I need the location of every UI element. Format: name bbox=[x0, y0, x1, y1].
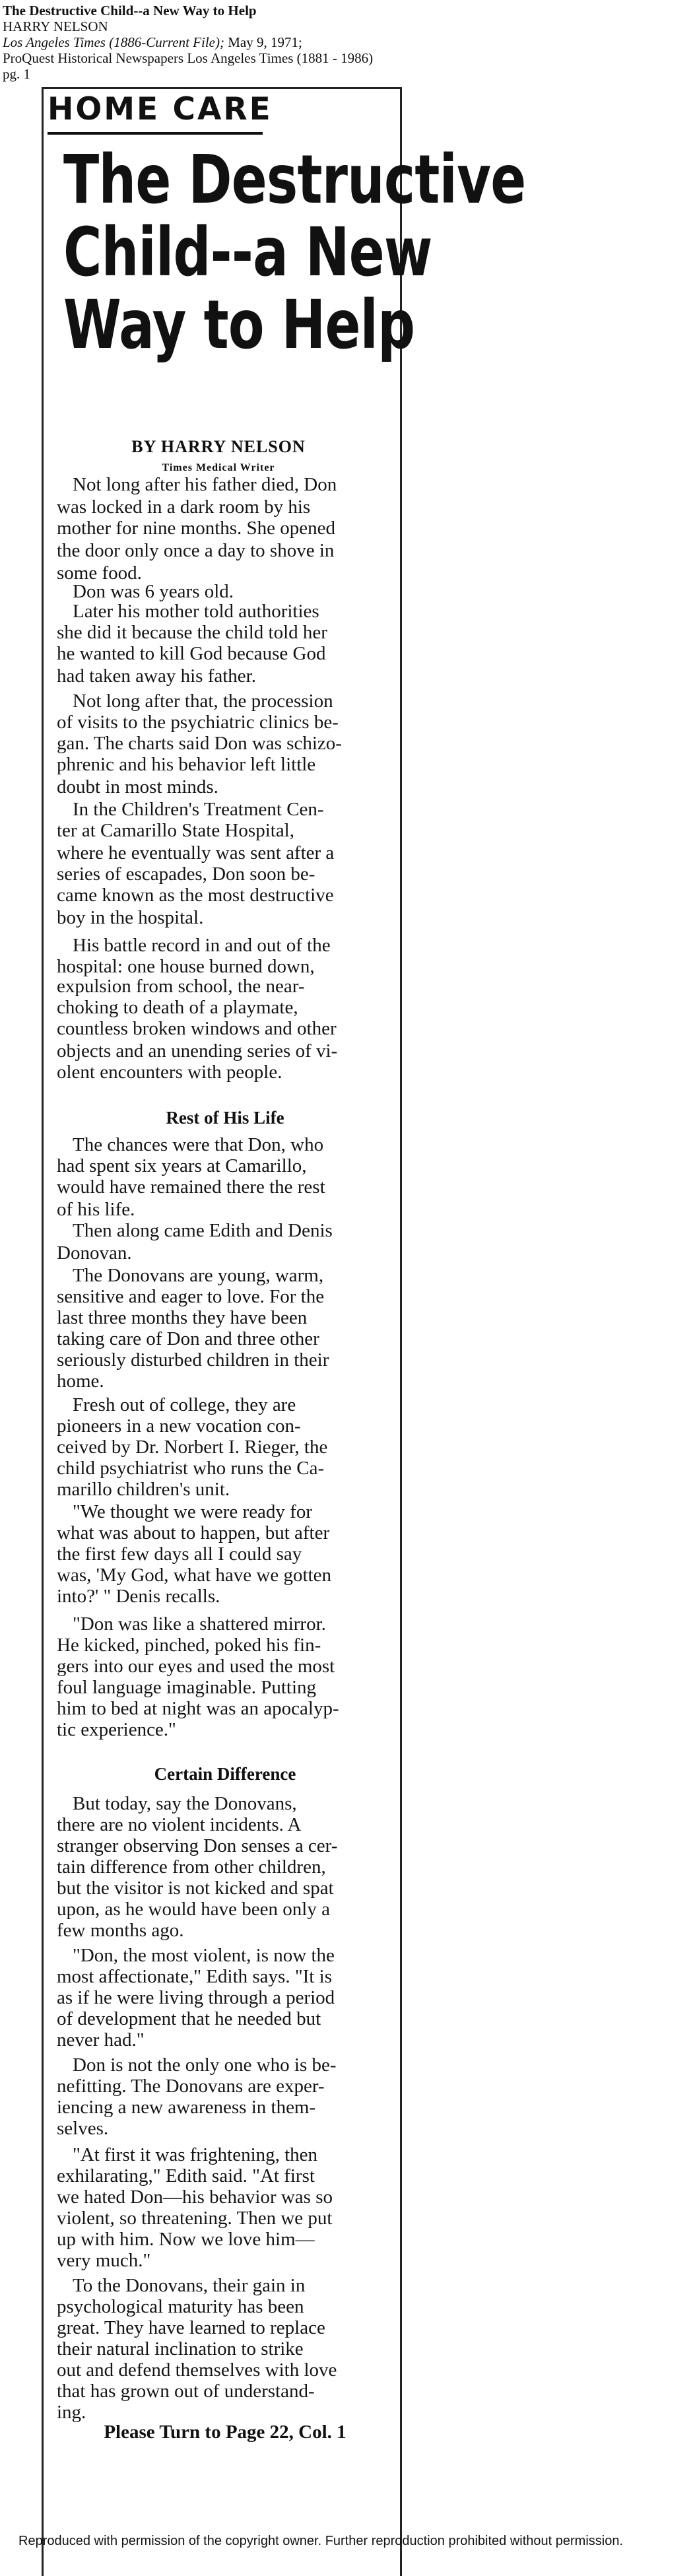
article-line: But today, say the Donovans, bbox=[73, 1793, 297, 1814]
article-line: there are no violent incidents. A bbox=[57, 1814, 302, 1835]
article-line: seriously disturbed children in their bbox=[57, 1349, 329, 1371]
section-label: HOME CARE bbox=[48, 91, 273, 127]
article-line: few months ago. bbox=[57, 1920, 184, 1941]
article-line: olent encounters with people. bbox=[57, 1062, 282, 1083]
article-line: expulsion from school, the near- bbox=[57, 976, 305, 997]
article-line: of development that he needed but bbox=[57, 2008, 321, 2029]
article-line: His battle record in and out of the bbox=[73, 935, 331, 956]
article-line: would have remained there the rest bbox=[57, 1176, 325, 1198]
article-line: never had." bbox=[57, 2029, 145, 2051]
article-line: objects and an unending series of vi- bbox=[57, 1040, 338, 1062]
article-line: home. bbox=[57, 1371, 104, 1392]
article-line: Donovan. bbox=[57, 1242, 132, 1264]
citation-author: HARRY NELSON bbox=[3, 18, 108, 34]
article-line: was locked in a dark room by his bbox=[57, 496, 311, 518]
article-line: "Don, the most violent, is now the bbox=[73, 1945, 335, 1966]
article-line: boy in the hospital. bbox=[57, 907, 204, 928]
article-line: what was about to happen, but after bbox=[57, 1522, 330, 1543]
article-line: To the Donovans, their gain in bbox=[73, 2275, 306, 2296]
article-line: marillo children's unit. bbox=[57, 1479, 230, 1500]
article-line: tic experience." bbox=[57, 1719, 176, 1740]
headline bbox=[63, 141, 526, 364]
article-line: but the visitor is not kicked and spat bbox=[57, 1878, 334, 1899]
article-line: some food. bbox=[57, 562, 142, 584]
article-line: iencing a new awareness in them- bbox=[57, 2097, 316, 2118]
article-line: we hated Don—his behavior was so bbox=[57, 2186, 333, 2208]
article-line: child psychiatrist who runs the Ca- bbox=[57, 1458, 325, 1479]
article-line: pioneers in a new vocation con- bbox=[57, 1415, 301, 1437]
article-line: gers into our eyes and used the most bbox=[57, 1656, 335, 1677]
article-line: tain difference from other children, bbox=[57, 1856, 326, 1878]
article-line: out and defend themselves with love bbox=[57, 2359, 337, 2381]
subheading: Certain Difference bbox=[154, 1764, 296, 1784]
article-line: series of escapades, Don soon be- bbox=[57, 864, 315, 885]
article-line: nefitting. The Donovans are exper- bbox=[57, 2076, 325, 2097]
byline-credit: Times Medical Writer bbox=[162, 462, 275, 473]
headline-line: The Destructive bbox=[63, 141, 526, 219]
article-line: countless broken windows and other bbox=[57, 1018, 337, 1039]
article-line: was, 'My God, what have we gotten bbox=[57, 1565, 331, 1586]
article-line: of his life. bbox=[57, 1199, 135, 1220]
byline: BY HARRY NELSON bbox=[131, 437, 306, 456]
article-line: as if he were living through a period bbox=[57, 1987, 335, 2008]
headline-line: Way to Help bbox=[63, 286, 415, 364]
article-line: The Donovans are young, warm, bbox=[73, 1265, 324, 1286]
article-line: "We thought we were ready for bbox=[73, 1501, 312, 1522]
article-line: great. They have learned to replace bbox=[57, 2317, 325, 2338]
article-line: Don is not the only one who is be- bbox=[73, 2054, 337, 2076]
article-line: selves. bbox=[57, 2118, 109, 2139]
article-line: hospital: one house burned down, bbox=[57, 956, 315, 977]
article-line: In the Children's Treatment Cen- bbox=[73, 799, 324, 820]
article-line: came known as the most destructive bbox=[57, 885, 334, 906]
article-line: he wanted to kill God because God bbox=[57, 643, 326, 664]
article-line: The chances were that Don, who bbox=[73, 1134, 324, 1155]
article-line: last three months they have been bbox=[57, 1307, 308, 1328]
article-line: up with him. Now we love him— bbox=[57, 2229, 315, 2250]
article-line: had spent six years at Camarillo, bbox=[57, 1155, 307, 1176]
citation-database: ProQuest Historical Newspapers Los Angeles Times (1881 - 1986) bbox=[3, 50, 374, 66]
article-line: phrenic and his behavior left little bbox=[57, 754, 316, 775]
article-line: that has grown out of understand- bbox=[57, 2381, 315, 2402]
article-line: she did it because the child told her bbox=[57, 622, 327, 643]
citation-header bbox=[3, 3, 663, 82]
article-line: exhilarating," Edith said. "At first bbox=[57, 2165, 315, 2186]
article-line: Later his mother told authorities bbox=[73, 601, 319, 622]
article-line: ter at Camarillo State Hospital, bbox=[57, 820, 294, 841]
article-line: Not long after his father died, Don bbox=[73, 474, 337, 495]
article-line: taking care of Don and three other bbox=[57, 1328, 319, 1349]
article-line: where he eventually was sent after a bbox=[57, 842, 335, 864]
continued-note: Please Turn to Page 22, Col. 1 bbox=[104, 2422, 346, 2443]
article-line: psychological maturity has been bbox=[57, 2296, 304, 2317]
citation-source: Los Angeles Times (1886-Current File); bbox=[3, 34, 224, 50]
article-line: of visits to the psychiatric clinics be- bbox=[57, 712, 339, 733]
article-line: ing. bbox=[57, 2402, 86, 2423]
article-line: the door only once a day to shove in bbox=[57, 540, 335, 561]
article-line: most affectionate," Edith says. "It is bbox=[57, 1966, 332, 1987]
article-line: had taken away his father. bbox=[57, 665, 256, 687]
article-line: gan. The charts said Don was schizo- bbox=[57, 733, 342, 754]
article-line: Not long after that, the procession bbox=[73, 691, 333, 712]
subheading: Rest of His Life bbox=[166, 1108, 284, 1128]
article-line: the first few days all I could say bbox=[57, 1543, 302, 1565]
article-line: "At first it was frightening, then bbox=[73, 2144, 318, 2165]
article-line: violent, so threatening. Then we put bbox=[57, 2208, 333, 2229]
headline-line: Child--a New bbox=[63, 213, 432, 292]
article-line: doubt in most minds. bbox=[57, 776, 218, 797]
article-line: mother for nine months. She opened bbox=[57, 518, 336, 539]
article-line: very much." bbox=[57, 2250, 151, 2271]
article-line: He kicked, pinched, poked his fin- bbox=[57, 1635, 321, 1656]
article-line: Fresh out of college, they are bbox=[73, 1394, 296, 1415]
citation-title: The Destructive Child--a New Way to Help bbox=[3, 3, 257, 18]
article-line: stranger observing Don senses a cer- bbox=[57, 1835, 338, 1856]
article-line: sensitive and eager to love. For the bbox=[57, 1286, 325, 1307]
section-rule bbox=[48, 132, 263, 135]
article-line: upon, as he would have been only a bbox=[57, 1899, 330, 1920]
article-line: foul language imaginable. Putting bbox=[57, 1677, 317, 1698]
article-line: their natural inclination to strike bbox=[57, 2338, 304, 2359]
article-line: him to bed at night was an apocalyp- bbox=[57, 1698, 339, 1719]
article-line: Don was 6 years old. bbox=[73, 581, 234, 602]
article-line: choking to death of a playmate, bbox=[57, 997, 298, 1018]
article-line: into?' " Denis recalls. bbox=[57, 1586, 220, 1607]
article-line: ceived by Dr. Norbert I. Rieger, the bbox=[57, 1437, 328, 1458]
article-line: "Don was like a shattered mirror. bbox=[73, 1613, 326, 1635]
citation-date: May 9, 1971; bbox=[224, 34, 302, 50]
article-line: Then along came Edith and Denis bbox=[73, 1220, 333, 1241]
citation-page: pg. 1 bbox=[3, 66, 30, 82]
copyright-footer: Reproduced with permission of the copyright owner. Further reproduction prohibited without permission. bbox=[18, 2534, 624, 2548]
